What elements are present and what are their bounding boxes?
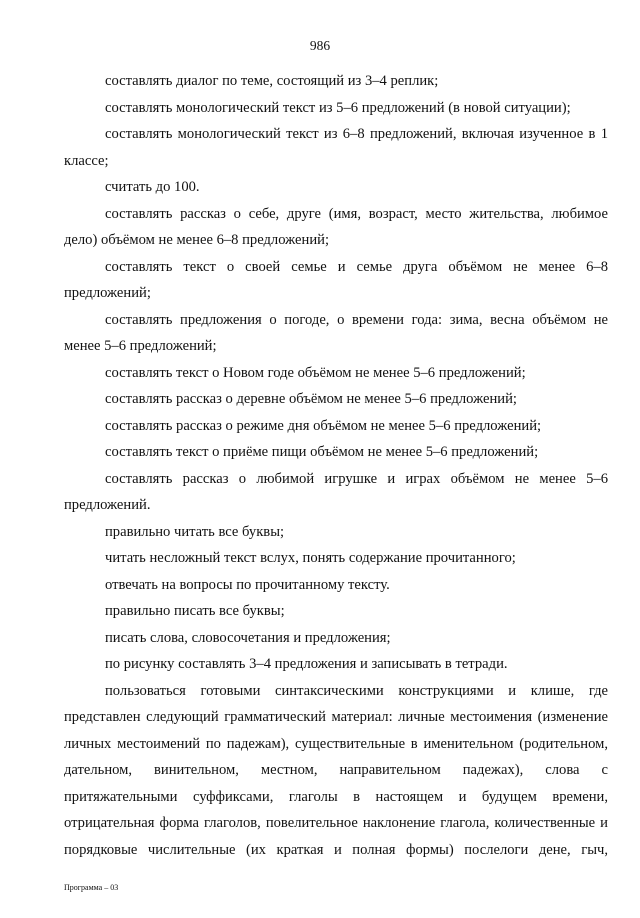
- paragraph-10: составлять рассказ о режиме дня объёмом не менее 5–6 предложений;: [105, 417, 542, 434]
- document-body: [64, 68, 608, 863]
- paragraph-15: отвечать на вопросы по прочитанному тексту.: [105, 576, 390, 593]
- paragraph-7: составлять предложения о погоде, о времени года: зима, весна объёмом не менее 5–6 предложений;: [64, 311, 608, 354]
- paragraph-6: составлять текст о своей семье и семье друга объёмом не менее 6–8 предложений;: [64, 258, 608, 301]
- page-number: 986: [309, 38, 331, 53]
- paragraph-16: правильно писать все буквы;: [105, 603, 285, 619]
- paragraph-18: по рисунку составлять 3–4 предложения и записывать в тетради.: [105, 656, 508, 672]
- paragraph-8: составлять текст о Новом годе объёмом не менее 5–6 предложений;: [105, 364, 526, 381]
- paragraph-19: пользоваться готовыми синтаксическими конструкциями и клише, где представлен следующий грамматический материал: личные местоимения (изменение личных местоимений по падежам), существительные в именительном (родительном, дательном, винительном, местном, направительном падежах), слова с притяжательными суффиксами, глаголы в настоящем и будущем времени, отрицательная форма глаголов, повелительное наклонение глагола, количественные и порядковые числительные (их краткая и полная формы) послелоги дене, гыч,: [64, 682, 608, 858]
- paragraph-12: составлять рассказ о любимой игрушке и играх объёмом не менее 5–6 предложений.: [64, 470, 608, 513]
- paragraph-1: составлять диалог по теме, состоящий из 3–4 реплик;: [105, 73, 439, 89]
- footer-program-label: Программа – 03: [64, 883, 119, 892]
- paragraph-3: составлять монологический текст из 6–8 предложений, включая изученное в 1 классе;: [64, 126, 608, 169]
- paragraph-17: писать слова, словосочетания и предложения;: [105, 629, 391, 646]
- paragraph-9: составлять рассказ о деревне объёмом не менее 5–6 предложений;: [105, 391, 517, 407]
- paragraph-13: правильно читать все буквы;: [105, 523, 285, 540]
- paragraph-11: составлять текст о приёме пищи объёмом не менее 5–6 предложений;: [105, 444, 539, 460]
- paragraph-14: читать несложный текст вслух, понять содержание прочитанного;: [105, 550, 516, 566]
- paragraph-5: составлять рассказ о себе, друге (имя, возраст, место жительства, любимое дело) объёмом не менее 6–8 предложений;: [64, 205, 608, 248]
- paragraph-2: составлять монологический текст из 5–6 предложений (в новой ситуации);: [105, 99, 571, 116]
- paragraph-4: считать до 100.: [105, 179, 200, 195]
